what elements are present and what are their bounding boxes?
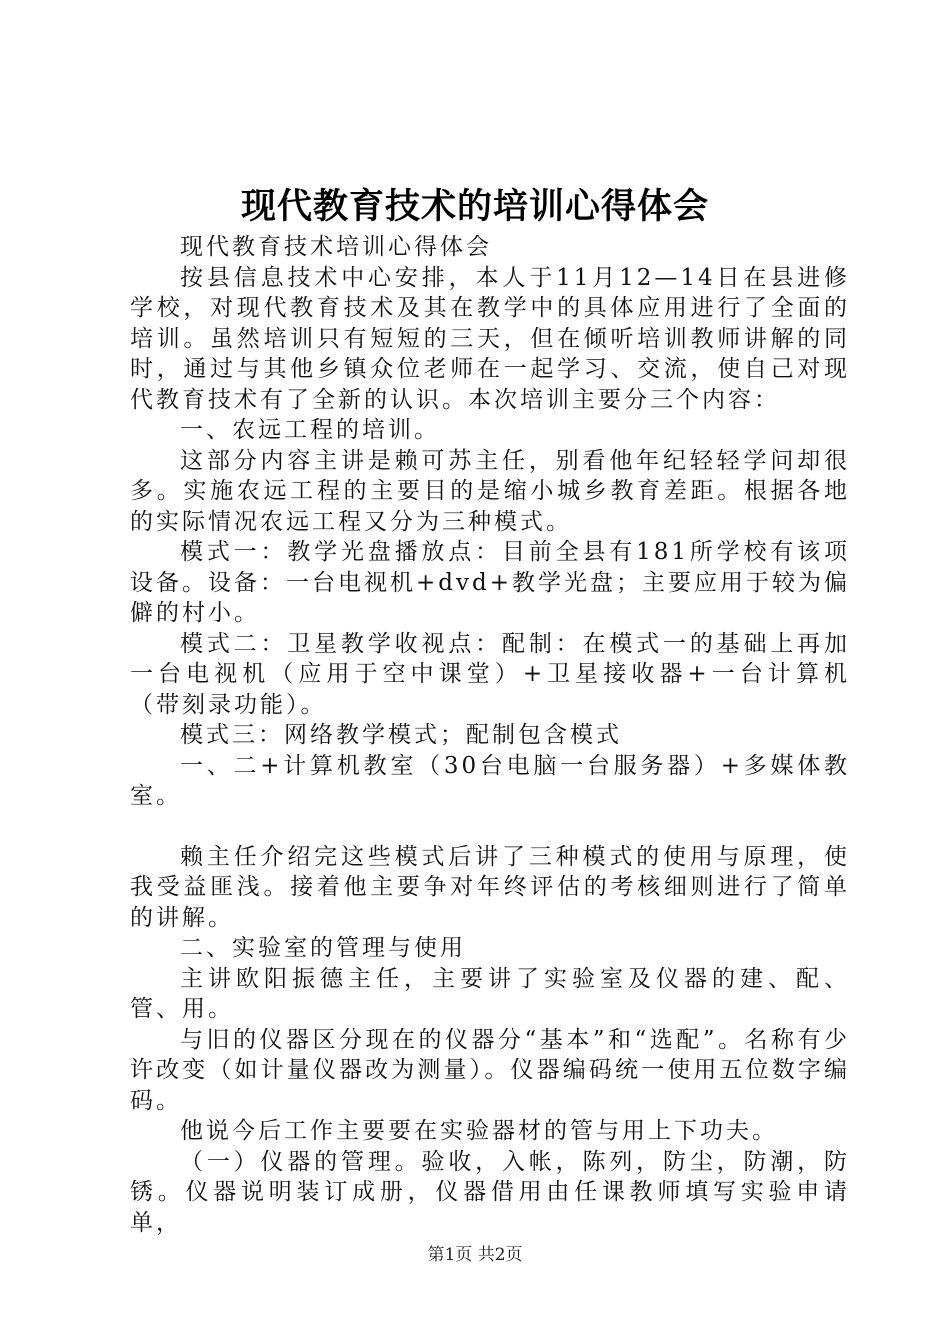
paragraph-section-1-heading: 一、农远工程的培训。 [180, 417, 440, 443]
paragraph-subtitle: 现代教育技术培训心得体会 [180, 234, 492, 260]
paragraph-mode-3: 模式三：网络教学模式；配制包含模式 [180, 722, 622, 748]
paragraph: 赖主任介绍完这些模式后讲了三种模式的使用与原理，使我受益匪浅。接着他主要争对年终评估的考核细则进行了简单的讲解。 [130, 843, 850, 931]
paragraph-intro: 按县信息技术中心安排，本人于11月12—14日在县进修学校，对现代教育技术及其在教学中的具体应用进行了全面的培训。虽然培训只有短短的三天，但在倾听培训教师讲解的同时，通过与其他乡镇众位老师在一起学习、交流，使自己对现代教育技术有了全新的认识。本次培训主要分三个内容： [130, 264, 850, 413]
document-body [130, 232, 850, 1238]
paragraph-mode-1: 模式一：教学光盘播放点：目前全县有181所学校有该项设备。设备：一台电视机+dvd+教学光盘；主要应用于较为偏僻的村小。 [130, 539, 850, 626]
paragraph: 与旧的仪器区分现在的仪器分“基本”和“选配”。名称有少许改变（如计量仪器改为测量）。仪器编码统一使用五位数字编码。 [130, 1026, 850, 1114]
paragraph: 主讲欧阳振德主任，主要讲了实验室及仪器的建、配、管、用。 [130, 965, 850, 1022]
document-title: 现代教育技术的培训心得体会 [240, 186, 709, 227]
paragraph: （一）仪器的管理。验收，入帐，陈列，防尘，防潮，防锈。仪器说明装订成册，仪器借用由任课教师填写实验申请单， [130, 1148, 850, 1236]
page-footer: 第1页 共2页 [427, 1245, 523, 1265]
paragraph: 他说今后工作主要要在实验器材的管与用上下功夫。 [180, 1118, 778, 1144]
paragraph-mode-3-continued: 一、二+计算机教室（30台电脑一台服务器）+多媒体教室。 [130, 752, 850, 809]
paragraph: 这部分内容主讲是赖可苏主任，别看他年纪轻轻学问却很多。实施农远工程的主要目的是缩小城乡教育差距。根据各地的实际情况农远工程又分为三种模式。 [130, 447, 850, 535]
paragraph-section-2-heading: 二、实验室的管理与使用 [180, 935, 466, 961]
paragraph-mode-2: 模式二：卫星教学收视点：配制：在模式一的基础上再加一台电视机（应用于空中课堂）+卫星接收器+一台计算机（带刻录功能）。 [130, 630, 850, 718]
